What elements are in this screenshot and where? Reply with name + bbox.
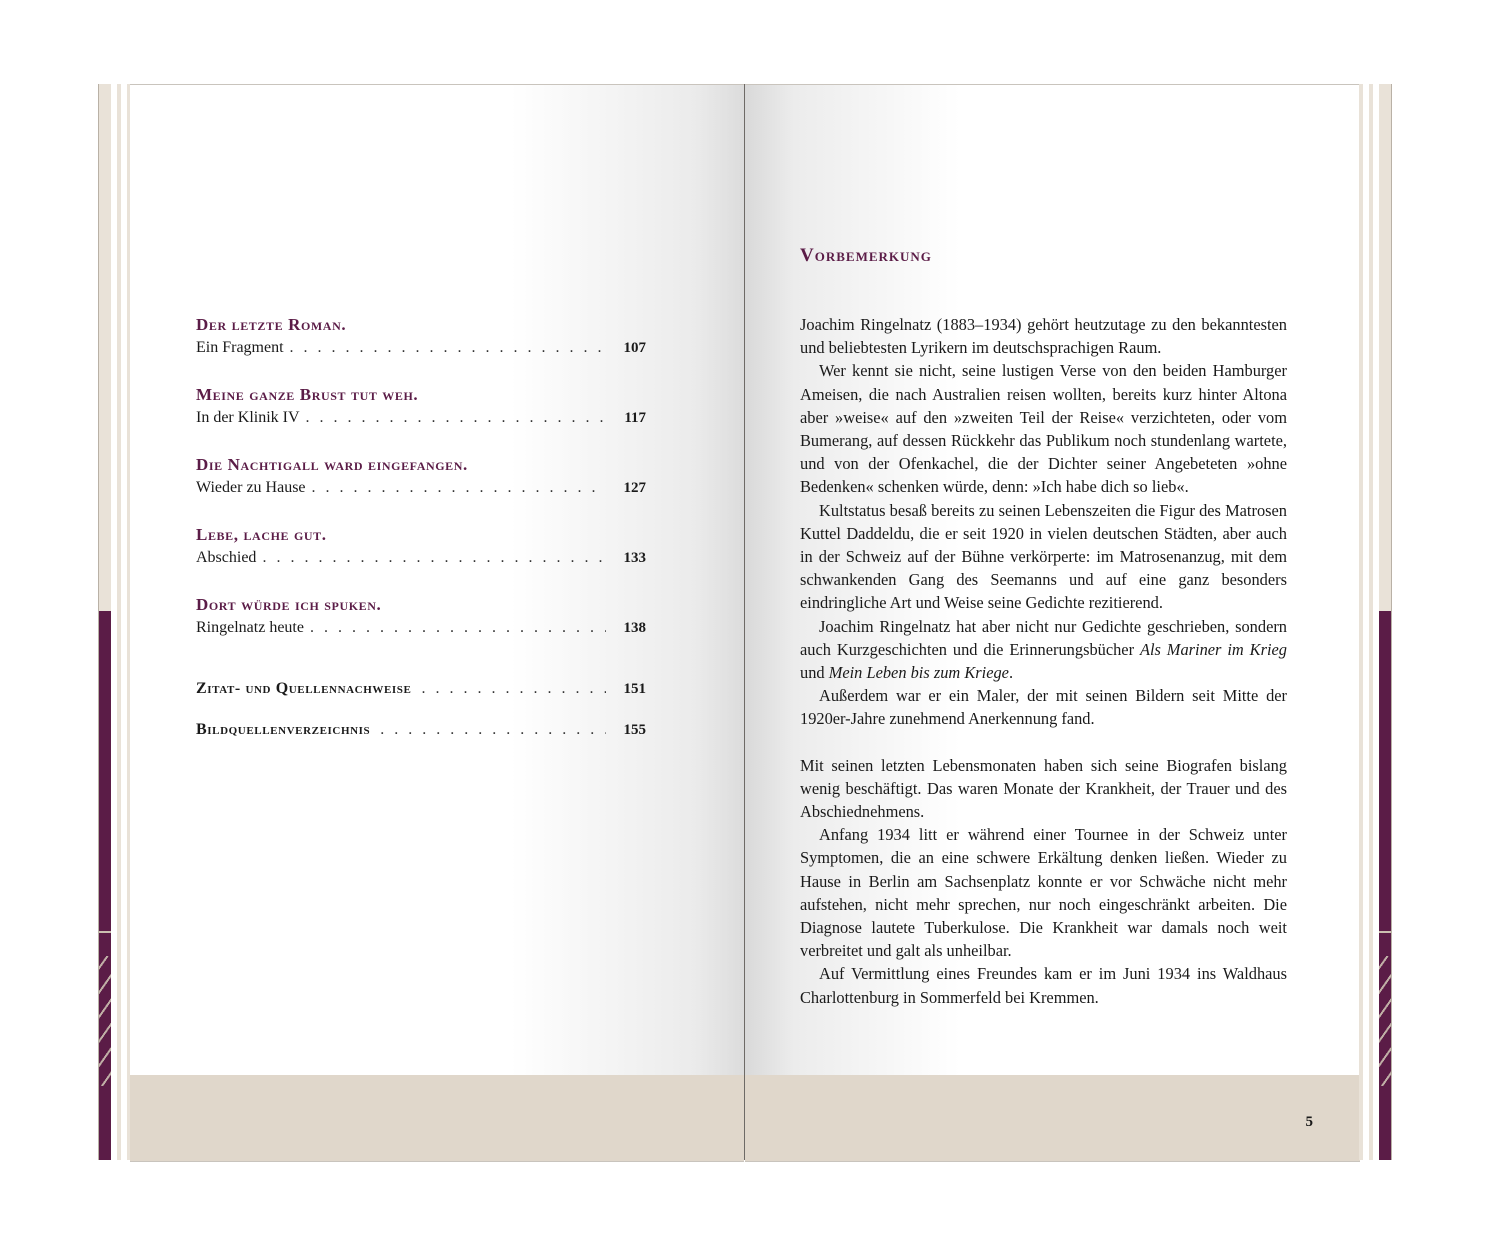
- toc-entry-subtitle: Ein Fragment: [196, 339, 284, 356]
- appendix-label: Zitat- und Quellennachweise: [196, 680, 412, 697]
- book-title: Mein Leben bis zum Kriege: [828, 663, 1009, 683]
- paragraph: Mit seinen letzten Lebensmonaten haben sich seine Biografen bislang wenig beschäftigt. Das waren Monate der Krankheit, der Trauer und des Abschiednehmens.: [800, 755, 1287, 822]
- left-page-edges: [98, 84, 131, 1160]
- toc-entry-subtitle: Abschied: [196, 549, 257, 566]
- toc-page-number: 138: [623, 620, 646, 636]
- page-number: 5: [1305, 1114, 1313, 1130]
- leader-dots: [262, 546, 606, 569]
- right-page-edges: [1359, 84, 1392, 1160]
- appendix-label: Bildquellenverzeichnis: [196, 721, 371, 738]
- toc-entry-subtitle: Wieder zu Hause: [196, 479, 306, 496]
- book-title: Als Mariner im Krieg: [1139, 639, 1287, 659]
- toc-entry-subtitle: Ringelnatz heute: [196, 619, 304, 636]
- toc-entry-title: Dort würde ich spuken.: [196, 595, 382, 614]
- toc-entry[interactable]: [196, 593, 646, 640]
- toc-entry[interactable]: [196, 383, 646, 430]
- leader-dots: [306, 406, 606, 429]
- leader-dots: [290, 336, 606, 359]
- toc-entry-title: Lebe, lache gut.: [196, 525, 327, 544]
- appendix-page-number: 155: [623, 722, 646, 738]
- toc-entry-title: Die Nachtigall ward eingefangen.: [196, 455, 468, 474]
- footer-band: [745, 1075, 1360, 1161]
- leader-dots: [380, 718, 606, 741]
- toc-entry[interactable]: [196, 453, 646, 500]
- chapter-heading: Vorbemerkung: [800, 245, 932, 266]
- body-text: [800, 313, 1287, 1009]
- right-page: [745, 84, 1360, 1162]
- toc-appendix-entry[interactable]: [196, 718, 646, 742]
- left-page: [130, 84, 744, 1162]
- appendix-page-number: 151: [623, 681, 646, 697]
- paragraph: Anfang 1934 litt er während einer Tournee in der Schweiz unter Symptomen, die an eine schwere Erkältung denken ließen. Wieder zu Hause in Berlin am Sachsenplatz konnte er vor Schwäche nicht mehr aufstehen, nicht mehr sprechen, nur noch eingeschränkt arbeiten. Die Diagnose lautete Tuberkulose. Die Krankheit war damals noch weit verbreitet und galt als unheilbar.: [800, 825, 1287, 961]
- toc-page-number: 117: [624, 410, 646, 426]
- toc-appendix-entry[interactable]: [196, 677, 646, 701]
- leader-dots: [312, 476, 606, 499]
- toc-entry-title: Meine ganze Brust tut weh.: [196, 385, 419, 404]
- cover-edge-band: [1379, 611, 1391, 1160]
- book-spread: [98, 84, 1392, 1160]
- paragraph: Joachim Ringelnatz (1883–1934) gehört heutzutage zu den bekanntesten und beliebtesten Lyrikern im deutschsprachigen Raum.: [800, 315, 1287, 358]
- toc-entry-subtitle: In der Klinik IV: [196, 409, 300, 426]
- toc-entry[interactable]: [196, 523, 646, 570]
- toc-entry[interactable]: [196, 313, 646, 360]
- paragraph: Wer kennt sie nicht, seine lustigen Verse von den beiden Hamburger Ameisen, die nach Australien reisen wollten, bereits kurz hinter Altona aber »weise« auf den »zweiten Teil der Reise« verzichteten, oder vom Bumerang, auf dessen Rückkehr das Publikum noch stundenlang wartete, und von der Ofenkachel, die der Dichter seiner Angebeteten »ohne Bedenken« schenken würde, denn: »Ich habe dich so lieb«.: [800, 361, 1287, 497]
- leader-dots: [421, 677, 606, 700]
- footer-band: [130, 1075, 744, 1161]
- paragraph: Kultstatus besaß bereits zu seinen Lebenszeiten die Figur des Matrosen Kuttel Daddeldu, die er seit 1920 in vielen deutschen Städten, aber auch in der Schweiz auf der Bühne verkörperte: im Matrosenanzug, mit dem schwankenden Gang des Seemanns und auf eine ganz besonders eindringliche Art und Weise seine Gedichte rezitierend.: [800, 500, 1287, 613]
- paragraph: Joachim Ringelnatz hat aber nicht nur Gedichte geschrieben, sondern auch Kurzgeschichten und die Erinnerungsbücher Als Mariner im Krieg und Mein Leben bis zum Kriege.: [800, 616, 1287, 683]
- toc-entry-title: Der letzte Roman.: [196, 315, 347, 334]
- cover-edge-band: [99, 611, 111, 1160]
- toc-page-number: 127: [623, 480, 646, 496]
- table-of-contents: [196, 313, 646, 663]
- paragraph: Auf Vermittlung eines Freundes kam er im Juni 1934 ins Waldhaus Charlottenburg in Sommerfeld bei Kremmen.: [800, 964, 1287, 1007]
- leader-dots: [310, 616, 606, 639]
- toc-page-number: 133: [623, 550, 646, 566]
- paragraph: Außerdem war er ein Maler, der mit seinen Bildern seit Mitte der 1920er-Jahre zunehmend Anerkennung fand.: [800, 686, 1287, 729]
- toc-page-number: 107: [623, 340, 646, 356]
